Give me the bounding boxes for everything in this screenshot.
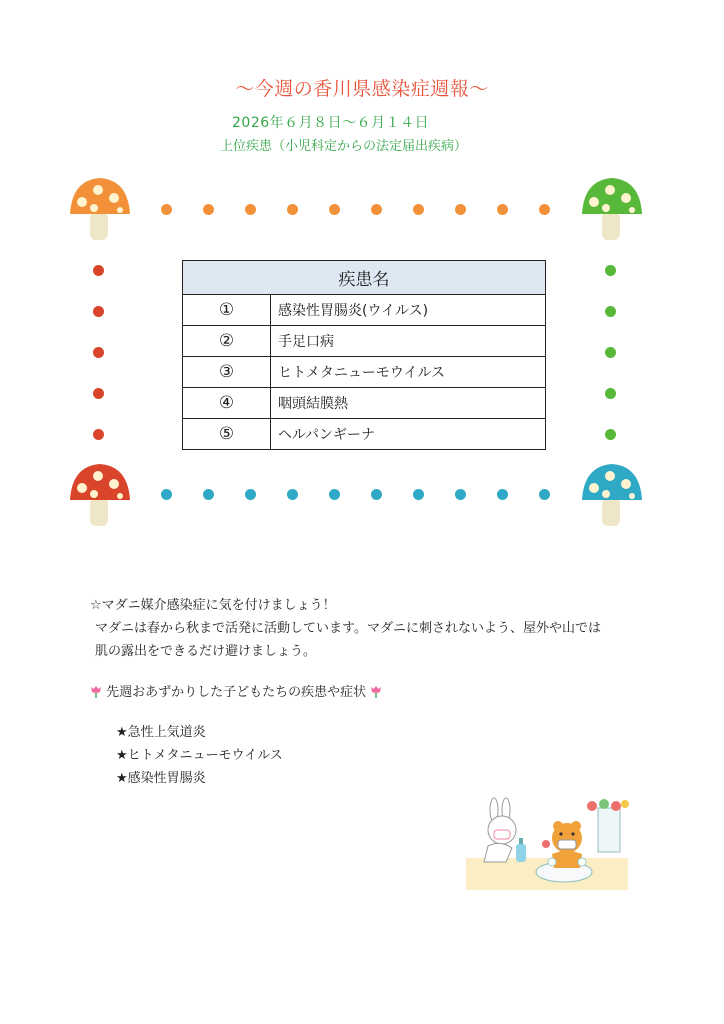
table-row [183, 388, 546, 419]
tulip-icon [370, 685, 382, 698]
border-dot [287, 489, 298, 500]
border-dot [455, 489, 466, 500]
rank-cell: ④ [183, 388, 271, 419]
border-dot [203, 489, 214, 500]
border-dot [329, 204, 340, 215]
daycare-heading-row [90, 681, 382, 700]
daycare-list [116, 721, 283, 790]
border-dot [371, 489, 382, 500]
border-dot [413, 489, 424, 500]
border-dot [371, 204, 382, 215]
notice-line: マダニは春から秋まで活発に活動しています。マダニに刺されないよう、屋外や山では [95, 621, 601, 636]
rank-cell: ② [183, 326, 271, 357]
border-dot [203, 204, 214, 215]
table-row [183, 419, 546, 450]
rank-cell: ⑤ [183, 419, 271, 450]
red-mushroom-icon [68, 462, 132, 528]
list-item: ★ヒトメタニューモウイルス [116, 748, 283, 763]
border-dot [539, 204, 550, 215]
border-dot [245, 489, 256, 500]
notice-heading: ☆マダニ媒介感染症に気を付けましょう！ [90, 598, 336, 613]
subtitle: 上位疾患（小児科定からの法定届出疾病） [220, 139, 468, 154]
table-header-row [183, 261, 546, 295]
rank-cell: ③ [183, 357, 271, 388]
handwashing-illustration [466, 796, 630, 892]
border-dot [93, 306, 104, 317]
list-item: ★感染性胃腸炎 [116, 771, 206, 786]
border-dot [455, 204, 466, 215]
green-mushroom-icon [580, 176, 644, 242]
daycare-heading: 先週おあずかりした子どもたちの疾患や症状 [106, 685, 367, 700]
tick-notice [90, 594, 601, 663]
disease-name-cell: ヒトメタニューモウイルス [271, 357, 546, 388]
table-row [183, 326, 546, 357]
border-dot [161, 204, 172, 215]
list-item: ★急性上気道炎 [116, 725, 206, 740]
border-dot [605, 429, 616, 440]
disease-name-cell: ヘルパンギーナ [271, 419, 546, 450]
disease-name-cell: 手足口病 [271, 326, 546, 357]
border-dot [329, 489, 340, 500]
border-dot [287, 204, 298, 215]
border-dot [93, 347, 104, 358]
notice-line: 肌の露出をできるだけ避けましょう。 [95, 644, 317, 659]
table-row [183, 295, 546, 326]
rank-cell: ① [183, 295, 271, 326]
border-dot [93, 429, 104, 440]
table-row [183, 357, 546, 388]
orange-mushroom-icon [68, 176, 132, 242]
border-dot [605, 306, 616, 317]
border-dot [413, 204, 424, 215]
teal-mushroom-icon [580, 462, 644, 528]
disease-name-cell: 咽頭結膜熱 [271, 388, 546, 419]
border-dot [245, 204, 256, 215]
disease-name-cell: 感染性胃腸炎(ウイルス) [271, 295, 546, 326]
border-dot [605, 265, 616, 276]
border-dot [497, 489, 508, 500]
tulip-icon [90, 685, 102, 698]
page-title: ～今週の香川県感染症週報～ [235, 78, 489, 100]
border-dot [605, 388, 616, 399]
border-dot [539, 489, 550, 500]
disease-table [182, 260, 546, 450]
border-dot [497, 204, 508, 215]
border-dot [161, 489, 172, 500]
border-dot [93, 265, 104, 276]
table-header: 疾患名 [183, 261, 546, 295]
border-dot [605, 347, 616, 358]
date-range: 2026年６月８日～６月１４日 [232, 115, 430, 131]
border-dot [93, 388, 104, 399]
